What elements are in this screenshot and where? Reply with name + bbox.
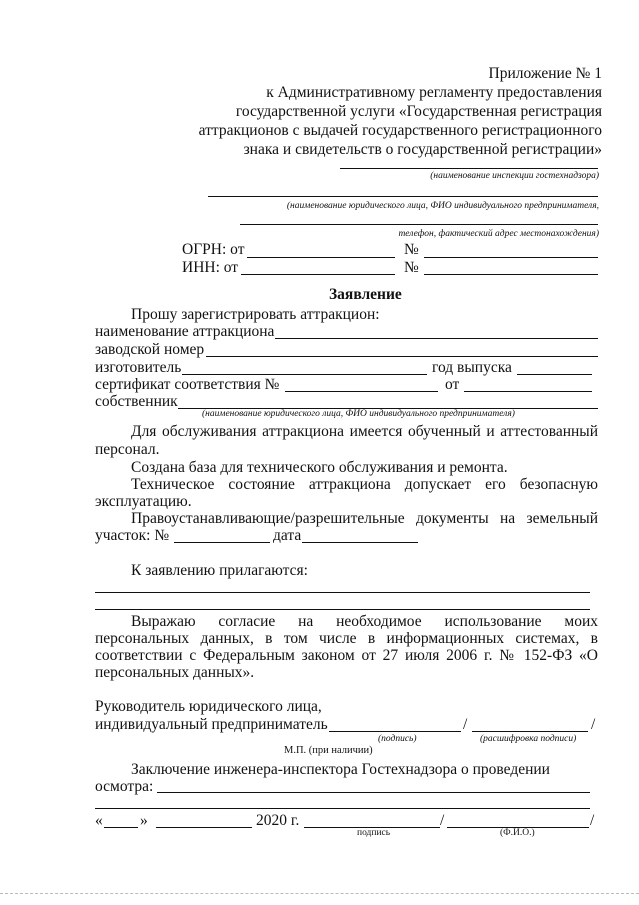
- certificate-from-label: от: [445, 376, 460, 393]
- header-line: государственной услуги «Государственная регистрация: [235, 103, 602, 120]
- paragraph: Создана база для технического обслуживания и ремонта.: [131, 459, 508, 476]
- attraction-name-field[interactable]: [275, 338, 598, 339]
- consent-text: Выражаю согласие на необходимое использование моих: [131, 613, 598, 630]
- head-title: индивидуальный предприниматель: [95, 716, 328, 733]
- land-plot-label: участок: №: [95, 527, 170, 544]
- slash: /: [591, 716, 596, 733]
- certificate-number-field[interactable]: [285, 391, 438, 392]
- consent-text: персональных данных».: [95, 664, 255, 681]
- organization-hint: (наименование юридического лица, ФИО индивидуального предпринимателя,: [286, 201, 599, 211]
- certificate-label: сертификат соответствия №: [95, 376, 280, 393]
- serial-number-label: заводской номер: [95, 341, 205, 358]
- number-sign: №: [404, 241, 419, 258]
- quote-close: »: [140, 812, 148, 829]
- inspection-hint: (наименование инспекции гостехнадзора): [430, 171, 599, 181]
- ogrn-label: ОГРН: от: [182, 241, 245, 258]
- manufacturer-label: изготовитель: [95, 359, 182, 376]
- attachments-field[interactable]: [95, 609, 590, 610]
- inn-date-field[interactable]: [241, 274, 395, 275]
- day-field[interactable]: [104, 827, 138, 828]
- header-line: к Административному регламенту предоставления: [266, 84, 602, 101]
- attraction-name-label: наименование аттракциона: [95, 323, 275, 340]
- paragraph: эксплуатацию.: [95, 493, 192, 510]
- slash: /: [463, 716, 468, 733]
- phone-address-hint: телефон, фактический адрес местонахождения): [398, 229, 599, 239]
- year-field[interactable]: [517, 374, 592, 375]
- slash: /: [440, 812, 445, 829]
- consent-text: персональных данных, в том числе в информационных системах, в: [95, 630, 598, 647]
- organization-field[interactable]: [208, 196, 598, 197]
- owner-hint: (наименование юридического лица, ФИО индивидуального предпринимателя): [202, 409, 515, 419]
- land-plot-date-label: дата: [273, 527, 302, 544]
- phone-address-field[interactable]: [240, 224, 598, 225]
- ogrn-number-field[interactable]: [424, 257, 598, 258]
- inspection-field[interactable]: [340, 168, 598, 169]
- serial-number-field[interactable]: [206, 356, 598, 357]
- document-title: Заявление: [329, 286, 402, 303]
- owner-label: собственник: [95, 393, 178, 410]
- attachments-label: К заявлению прилагаются:: [131, 562, 308, 579]
- stamp-note: М.П. (при наличии): [284, 745, 373, 756]
- signature-hint: (подпись): [378, 734, 417, 744]
- paragraph: Правоустанавливающие/разрешительные документы на земельный: [131, 510, 598, 527]
- paragraph: персонал.: [95, 441, 160, 458]
- attachments-field[interactable]: [95, 592, 590, 593]
- inspector-name-hint: (Ф.И.О.): [500, 828, 535, 838]
- quote-open: «: [95, 812, 103, 829]
- certificate-date-field[interactable]: [464, 391, 592, 392]
- conclusion-field[interactable]: [157, 792, 590, 793]
- month-field[interactable]: [156, 827, 252, 828]
- page-edge-divider: [0, 893, 639, 894]
- year-label: год выпуска: [432, 359, 512, 376]
- header-line: аттракционов с выдачей государственного регистрационного: [198, 122, 602, 139]
- consent-text: соответствии с Федеральным законом от 27 июля 2006 г. № 152-ФЗ «О: [95, 647, 598, 664]
- header-line: знака и свидетельств о государственной регистрации»: [243, 141, 602, 158]
- inn-label: ИНН: от: [182, 259, 239, 276]
- slash: /: [590, 812, 595, 829]
- land-plot-number-field[interactable]: [174, 542, 270, 543]
- number-sign: №: [404, 259, 419, 276]
- head-title: Руководитель юридического лица,: [95, 698, 322, 715]
- conclusion-field[interactable]: [95, 808, 590, 809]
- inspector-signature-hint: подпись: [357, 828, 391, 838]
- name-decode-hint: (расшифровка подписи): [480, 734, 577, 744]
- year-text: 2020 г.: [256, 812, 300, 829]
- paragraph: Для обслуживания аттракциона имеется обученный и аттестованный: [131, 423, 598, 440]
- appendix-number: Приложение № 1: [488, 65, 602, 82]
- land-plot-date-field[interactable]: [302, 542, 418, 543]
- inn-number-field[interactable]: [424, 274, 598, 275]
- ogrn-date-field[interactable]: [247, 257, 395, 258]
- conclusion-text: осмотра:: [95, 778, 154, 795]
- head-name-field[interactable]: [472, 731, 588, 732]
- request-text: Прошу зарегистрировать аттракцион:: [131, 306, 380, 323]
- paragraph: Техническое состояние аттракциона допускает его безопасную: [131, 476, 598, 493]
- conclusion-text: Заключение инженера-инспектора Гостехнадзора о проведении: [131, 761, 550, 778]
- head-signature-field[interactable]: [329, 731, 461, 732]
